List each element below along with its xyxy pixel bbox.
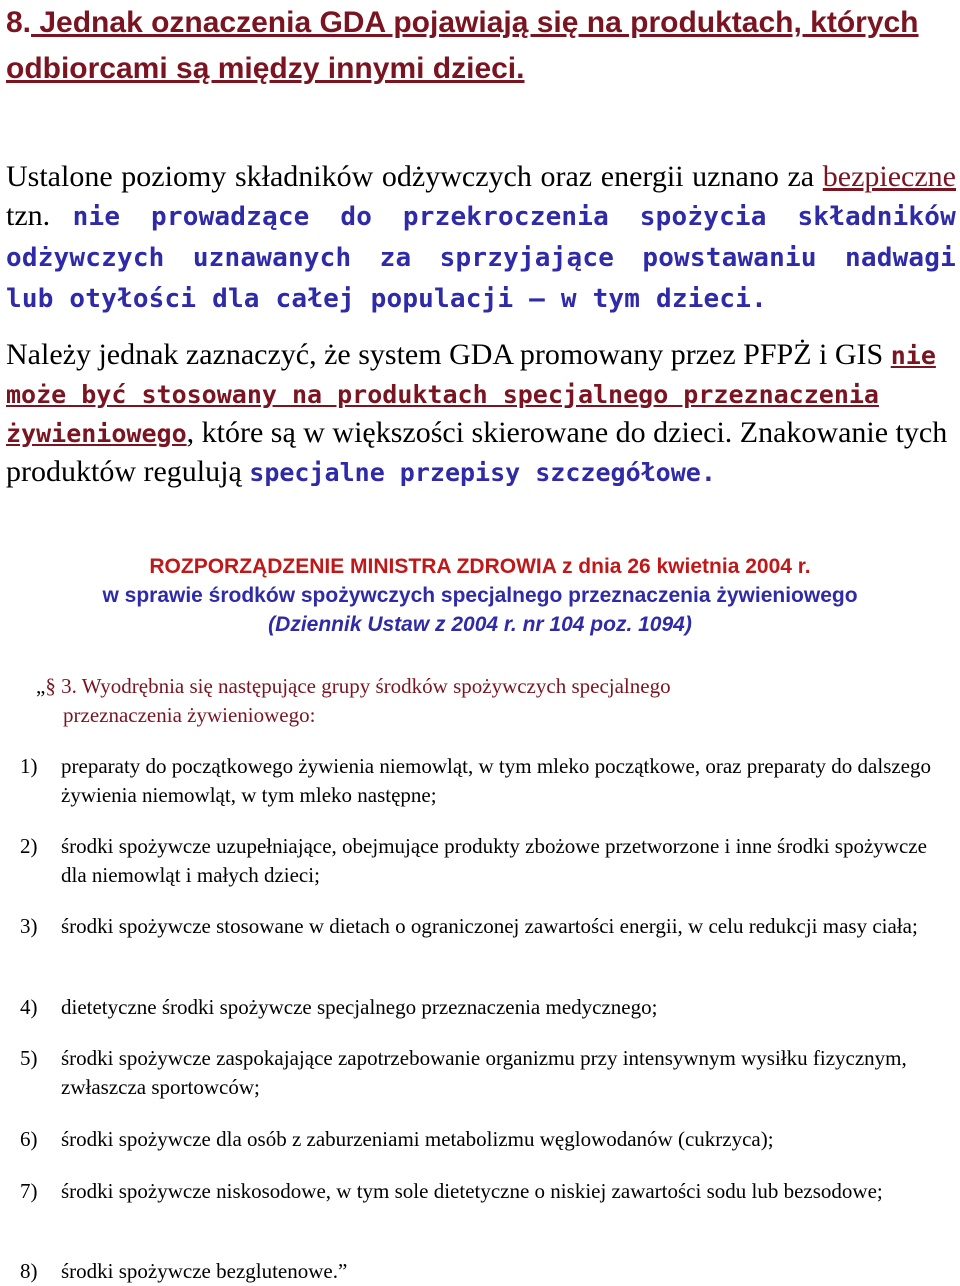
list-item-text: środki spożywcze stosowane w dietach o ograniczonej zawartości energii, w celu redukcji masy ciała; [61,914,918,938]
para2-emphasis-red: nie może być stosowany na produktach specjalnego przeznaczenia żywieniowego [6,341,936,448]
section-heading [6,0,956,92]
heading-number: 8. [6,6,32,39]
list-item-number: 4) [20,995,38,1019]
list-item-text: preparaty do początkowego żywienia niemowląt, w tym mleko początkowe, oraz preparaty do dalszego żywienia niemowląt, w tym mleko następne; [61,754,932,807]
list-item-number: 6) [20,1127,38,1151]
list-item-number: 5) [20,1046,38,1070]
regulation-title: ROZPORZĄDZENIE MINISTRA ZDROWIA z dnia 26 kwietnia 2004 r. [149,555,811,578]
heading-text: Jednak oznaczenia GDA pojawiają się na produktach, których odbiorcami są między innymi dzieci. [6,6,919,85]
para1-text-1: Ustalone poziomy składników odżywczych oraz energii uznano za [6,160,823,193]
paragraph-section-3 [36,672,936,730]
list-item-text: środki spożywcze niskosodowe, w tym sole dietetyczne o niskiej zawartości sodu lub bezsodowe; [61,1179,883,1203]
para1-emphasis: nie prowadzące do przekroczenia spożycia składników odżywczych uznawanych za sprzyjające powstawaniu nadwagi lub otyłości dla całej populacji – w tym dzieci. [6,202,956,314]
opening-quote: „ [36,674,46,698]
regulation-reference [0,552,960,639]
para1-text-3: tzn. [6,199,73,232]
para1-keyword-safe: bezpieczne [822,160,956,193]
section-3-continuation: przeznaczenia żywieniowego: [63,703,316,727]
list-item-number: 2) [20,834,38,858]
regulation-citation: (Dziennik Ustaw z 2004 r. nr 104 poz. 1094) [268,613,692,636]
list-item-text: dietetyczne środki spożywcze specjalnego przeznaczenia medycznego; [61,995,658,1019]
list-item-number: 7) [20,1179,38,1203]
regulation-subject: w sprawie środków spożywczych specjalnego przeznaczenia żywieniowego [102,584,858,607]
section-3-text: § 3. Wyodrębnia się następujące grupy środków spożywczych specjalnego [45,674,671,698]
paragraph-safe-levels [6,157,956,319]
paragraph-gda-note [6,336,956,492]
para2-text-1: Należy jednak zaznaczyć, że system GDA promowany przez PFPŻ i GIS [6,338,891,371]
list-item-text: środki spożywcze dla osób z zaburzeniami metabolizmu węglowodanów (cukrzyca); [61,1127,774,1151]
list-item-number: 1) [20,754,38,778]
list-item-number: 3) [20,914,38,938]
para2-text-3: , które są w większości skierowane do dzieci. Znakowanie tych produktów regulują [6,416,948,488]
list-item-number: 8) [20,1259,38,1283]
list-item-text: środki spożywcze uzupełniające, obejmujące produkty zbożowe przetworzone i inne środki spożywcze dla niemowląt i małych dzieci; [61,834,927,887]
para2-emphasis-blue: specjalne przepisy szczegółowe. [249,458,716,487]
list-item-text: środki spożywcze zaspokajające zapotrzebowanie organizmu przy intensywnym wysiłku fizycznym, zwłaszcza sportowców; [61,1046,907,1099]
list-item-text: środki spożywcze bezglutenowe.” [61,1259,348,1283]
